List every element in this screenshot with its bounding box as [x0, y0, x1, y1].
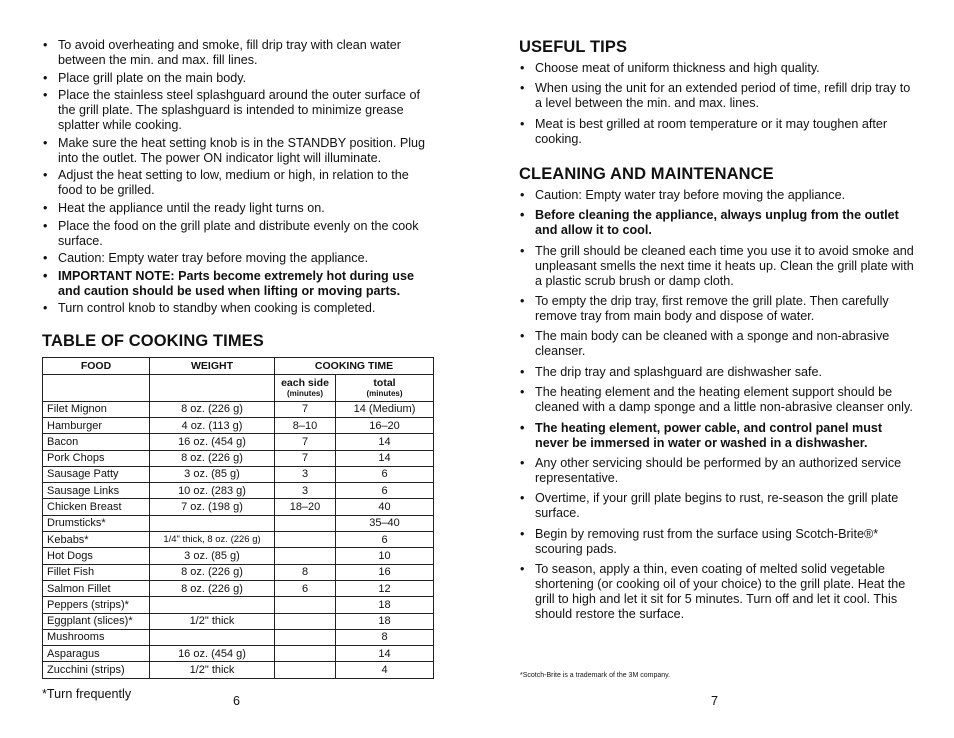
- trademark-note: *Scotch-Brite is a trademark of the 3M company.: [520, 672, 671, 679]
- list-item: • Make sure the heat setting knob is in the STANDBY position. Plug into the outlet. The power ON indicator light will illuminate.: [42, 136, 436, 166]
- cell-food: Pork Chops: [43, 450, 150, 466]
- list-item: • IMPORTANT NOTE: Parts become extremely hot during use and caution should be used when lifting or moving parts.: [42, 269, 436, 299]
- cell-weight: [150, 515, 275, 531]
- cell-total: 6: [336, 483, 434, 499]
- list-item: • Before cleaning the appliance, always unplug from the outlet and allow it to cool.: [519, 208, 915, 238]
- cell-each-side: [275, 548, 336, 564]
- list-item: • To avoid overheating and smoke, fill drip tray with clean water between the min. and max. fill lines.: [42, 38, 436, 68]
- page-number-left: 6: [233, 694, 241, 708]
- table-row: [43, 564, 434, 580]
- cell-each-side: [275, 613, 336, 629]
- total-label: total: [373, 376, 396, 389]
- total-unit: (minutes): [366, 388, 403, 398]
- cell-weight: 1/2" thick: [150, 662, 275, 678]
- cell-weight: 8 oz. (226 g): [150, 564, 275, 580]
- cell-food: Kebabs*: [43, 532, 150, 548]
- list-item: • The heating element, power cable, and control panel must never be immersed in water or washed in a dishwasher.: [519, 421, 915, 451]
- cell-each-side: [275, 532, 336, 548]
- cell-each-side: [275, 629, 336, 645]
- cell-each-side: [275, 597, 336, 613]
- list-item: • Adjust the heat setting to low, medium or high, in relation to the food to be grilled.: [42, 168, 436, 198]
- cell-weight: 1/2" thick: [150, 613, 275, 629]
- cell-total: 40: [336, 499, 434, 515]
- subheader-total: [336, 374, 434, 401]
- useful-tips-title: USEFUL TIPS: [519, 38, 628, 56]
- table-body: [43, 401, 434, 678]
- cell-weight: 10 oz. (283 g): [150, 483, 275, 499]
- table-row: [43, 532, 434, 548]
- table-row: [43, 629, 434, 645]
- each-side-label: each side: [281, 376, 329, 389]
- right-page: [519, 38, 915, 627]
- subheader-empty: [43, 374, 150, 401]
- cell-weight: 16 oz. (454 g): [150, 434, 275, 450]
- cell-food: Peppers (strips)*: [43, 597, 150, 613]
- list-item: • Caution: Empty water tray before moving the appliance.: [42, 251, 436, 266]
- subheader-each-side: [275, 374, 336, 401]
- list-item: • To empty the drip tray, first remove the grill plate. Then carefully remove tray from main body and dispose of water.: [519, 294, 915, 324]
- cell-weight: 3 oz. (85 g): [150, 466, 275, 482]
- cell-weight: [150, 597, 275, 613]
- cell-total: 16: [336, 564, 434, 580]
- tips-list: [519, 61, 915, 147]
- cooking-times-title: TABLE OF COOKING TIMES: [42, 332, 264, 351]
- left-page: [42, 38, 436, 679]
- cell-each-side: [275, 515, 336, 531]
- cell-total: 14: [336, 646, 434, 662]
- cell-food: Sausage Patty: [43, 466, 150, 482]
- cell-food: Hamburger: [43, 417, 150, 433]
- cell-total: 10: [336, 548, 434, 564]
- cell-food: Hot Dogs: [43, 548, 150, 564]
- cell-each-side: 8: [275, 564, 336, 580]
- table-row: [43, 499, 434, 515]
- cell-food: Fillet Fish: [43, 564, 150, 580]
- cleaning-list: [519, 188, 915, 622]
- table-row: [43, 613, 434, 629]
- list-item: • The drip tray and splashguard are dishwasher safe.: [519, 365, 915, 380]
- table-row: [43, 417, 434, 433]
- cell-total: 8: [336, 629, 434, 645]
- cell-each-side: 6: [275, 580, 336, 596]
- header-food: FOOD: [43, 358, 150, 374]
- cell-food: Bacon: [43, 434, 150, 450]
- list-item: • The grill should be cleaned each time you use it to avoid smoke and unpleasant smells the next time it heats up. Clean the grill plate with a plastic scrub brush or damp cloth.: [519, 244, 915, 289]
- list-item: • The main body can be cleaned with a sponge and non-abrasive cleanser.: [519, 329, 915, 359]
- cell-food: Chicken Breast: [43, 499, 150, 515]
- cell-weight: 1/4" thick, 8 oz. (226 g): [150, 532, 275, 548]
- list-item: • The heating element and the heating element support should be cleaned with a damp sponge and a little non-abrasive cleanser only.: [519, 385, 915, 415]
- cell-food: Mushrooms: [43, 629, 150, 645]
- cleaning-title: CLEANING AND MAINTENANCE: [519, 164, 774, 183]
- table-row: [43, 662, 434, 678]
- header-weight: WEIGHT: [150, 358, 275, 374]
- cell-total: 6: [336, 466, 434, 482]
- table-row: [43, 401, 434, 417]
- cell-total: 14 (Medium): [336, 401, 434, 417]
- cell-total: 35–40: [336, 515, 434, 531]
- cell-food: Filet Mignon: [43, 401, 150, 417]
- table-row: [43, 466, 434, 482]
- cell-weight: 16 oz. (454 g): [150, 646, 275, 662]
- list-item: • Turn control knob to standby when cooking is completed.: [42, 301, 436, 316]
- table-row: [43, 597, 434, 613]
- cell-total: 12: [336, 580, 434, 596]
- header-cooking-time: COOKING TIME: [275, 358, 434, 374]
- subheader-empty: [150, 374, 275, 401]
- cell-total: 18: [336, 613, 434, 629]
- table-row: [43, 646, 434, 662]
- cell-each-side: 7: [275, 434, 336, 450]
- cell-weight: 8 oz. (226 g): [150, 450, 275, 466]
- cell-weight: 8 oz. (226 g): [150, 401, 275, 417]
- table-header-row: [43, 358, 434, 374]
- cell-each-side: 7: [275, 450, 336, 466]
- cell-food: Asparagus: [43, 646, 150, 662]
- cell-total: 14: [336, 434, 434, 450]
- cell-total: 16–20: [336, 417, 434, 433]
- each-side-unit: (minutes): [287, 388, 323, 398]
- footnote: *Turn frequently: [42, 687, 132, 701]
- table-row: [43, 515, 434, 531]
- cell-weight: 3 oz. (85 g): [150, 548, 275, 564]
- list-item: • When using the unit for an extended period of time, refill drip tray to a level between the min. and max. lines.: [519, 81, 915, 111]
- cell-each-side: [275, 662, 336, 678]
- list-item: • Place grill plate on the main body.: [42, 71, 436, 86]
- table-row: [43, 580, 434, 596]
- cooking-times-table: [42, 357, 434, 678]
- table-subheader-row: [43, 374, 434, 401]
- list-item: • Choose meat of uniform thickness and high quality.: [519, 61, 915, 76]
- cell-each-side: 18–20: [275, 499, 336, 515]
- cell-food: Salmon Fillet: [43, 580, 150, 596]
- list-item: • Place the stainless steel splashguard around the outer surface of the grill plate. The splashguard is intended to minimize grease splatter while cooking.: [42, 88, 436, 133]
- cell-weight: 8 oz. (226 g): [150, 580, 275, 596]
- list-item: • Caution: Empty water tray before moving the appliance.: [519, 188, 915, 203]
- table-row: [43, 548, 434, 564]
- cell-each-side: 7: [275, 401, 336, 417]
- cell-weight: [150, 629, 275, 645]
- list-item: • Overtime, if your grill plate begins to rust, re-season the grill plate surface.: [519, 491, 915, 521]
- cell-each-side: 3: [275, 466, 336, 482]
- list-item: • Meat is best grilled at room temperature or it may toughen after cooking.: [519, 117, 915, 147]
- cell-food: Eggplant (slices)*: [43, 613, 150, 629]
- cell-food: Drumsticks*: [43, 515, 150, 531]
- list-item: • Begin by removing rust from the surface using Scotch-Brite®* scouring pads.: [519, 527, 915, 557]
- cell-total: 14: [336, 450, 434, 466]
- list-item: • To season, apply a thin, even coating of melted solid vegetable shortening (or cooking oil of your choice) to the grill plate. Heat the grill to high and let it sit for 5 minutes. Turn off and let it cool. This should restore the surface.: [519, 562, 915, 622]
- instructions-list: [42, 38, 436, 316]
- cell-food: Zucchini (strips): [43, 662, 150, 678]
- cell-weight: 4 oz. (113 g): [150, 417, 275, 433]
- cell-total: 6: [336, 532, 434, 548]
- list-item: • Any other servicing should be performed by an authorized service representative.: [519, 456, 915, 486]
- cell-each-side: 8–10: [275, 417, 336, 433]
- table-row: [43, 483, 434, 499]
- page-number-right: 7: [711, 694, 719, 708]
- table-row: [43, 434, 434, 450]
- cell-total: 18: [336, 597, 434, 613]
- table-row: [43, 450, 434, 466]
- cell-each-side: [275, 646, 336, 662]
- list-item: • Heat the appliance until the ready light turns on.: [42, 201, 436, 216]
- cell-weight: 7 oz. (198 g): [150, 499, 275, 515]
- cell-food: Sausage Links: [43, 483, 150, 499]
- cell-total: 4: [336, 662, 434, 678]
- cell-each-side: 3: [275, 483, 336, 499]
- list-item: • Place the food on the grill plate and distribute evenly on the cook surface.: [42, 219, 436, 249]
